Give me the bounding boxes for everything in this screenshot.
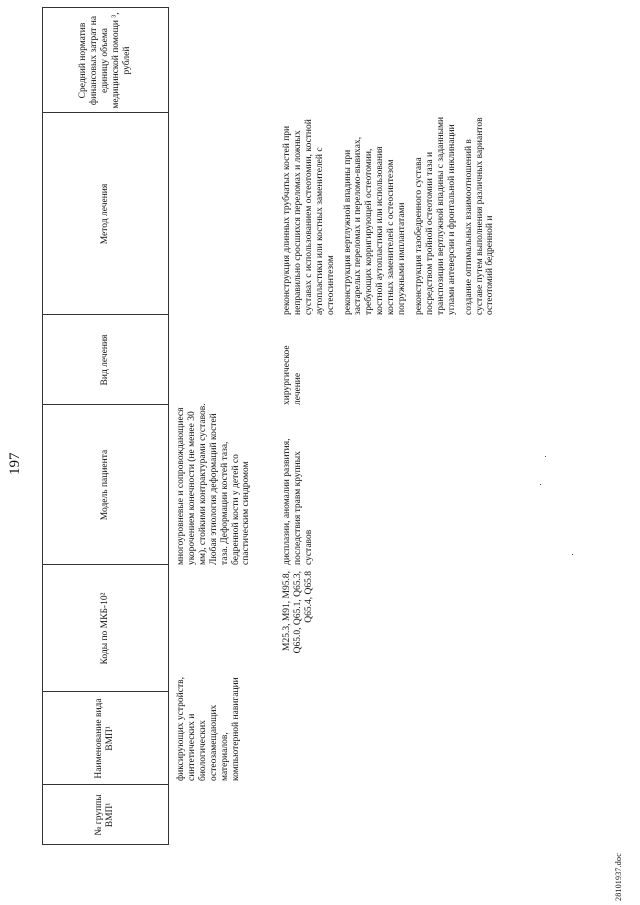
header-group-no: № группы ВМП¹: [94, 794, 115, 836]
method-item: реконструкция длинных трубчатых костей при неправильно сросшихся переломах и ложных суставах с использованием остеотомии, костной аутопластики или костных заменителей с остеосинтезом: [282, 119, 336, 315]
method-item: реконструкция вертлужной впадины при застарелых переломах и переломо-вывихах, требующих корригирующей остеотомии, костной аутопластики или использования костных заменителей с остеосинтезом погружными имплантатами: [342, 136, 408, 315]
header-treatment-method: Метод лечения: [99, 183, 110, 245]
col-sep-2: [42, 784, 169, 785]
row1-vmp-name: фиксирующих устройств, синтетических и биологических остеозамещающих материалов, компьютерной навигации: [176, 677, 241, 781]
scan-speck: [540, 484, 541, 485]
header-bottom-border: [168, 7, 169, 845]
col-sep-8: [42, 7, 169, 8]
col-sep-7: [42, 112, 169, 113]
col-sep-1: [42, 844, 169, 845]
row2-treatment-methods: [282, 115, 502, 315]
row1-patient-model: многоуровневые и сопровождающиеся укорочением конечности (не менее 30 мм), стойкими контрактурами суставов. Любая этиология деформаций костей таза. Деформации костей таза, бедренной кости у детей со спастическим синдромом: [176, 403, 252, 565]
scan-speck: [545, 456, 546, 457]
row2-icd-codes: M25.3, M91, M95.8, Q65.0, Q65.1, Q65.3, Q65.4, Q65.8: [282, 571, 314, 654]
header-avg-cost: Средний норматив финансовых затрат на единицу объема медицинской помощи ³, рублей: [77, 12, 132, 109]
method-item: реконструкция тазобедренного сустава посредством тройной остеотомии таза и транспозиции вертлужной впадины с заданными углами антеверсии и фронтальной инклинации: [413, 116, 457, 315]
row2-patient-model: дисплазии, аномалии развития, последствия травм крупных суставов: [282, 438, 314, 565]
header-vmp-name: Наименование вида ВМП¹: [94, 698, 115, 779]
scan-speck: [572, 554, 573, 555]
col-sep-4: [42, 564, 169, 565]
header-patient-model: Модель пациента: [99, 449, 110, 521]
col-sep-5: [42, 404, 169, 405]
header-treatment-type: Вид лечения: [99, 334, 110, 386]
method-item: создание оптимальных взаимоотношений в суставе путем выполнения различных вариантов остеотомий бедренной и: [463, 117, 496, 315]
col-sep-3: [42, 691, 169, 692]
table-top-border: [42, 7, 43, 845]
row2-treatment-type: хирургическое лечение: [282, 345, 303, 405]
page-number: 197: [7, 452, 23, 475]
header-icd-codes: Коды по МКБ-10²: [99, 592, 110, 665]
col-sep-6: [42, 314, 169, 315]
footer-doc-code: 28101937.doc: [614, 853, 623, 901]
